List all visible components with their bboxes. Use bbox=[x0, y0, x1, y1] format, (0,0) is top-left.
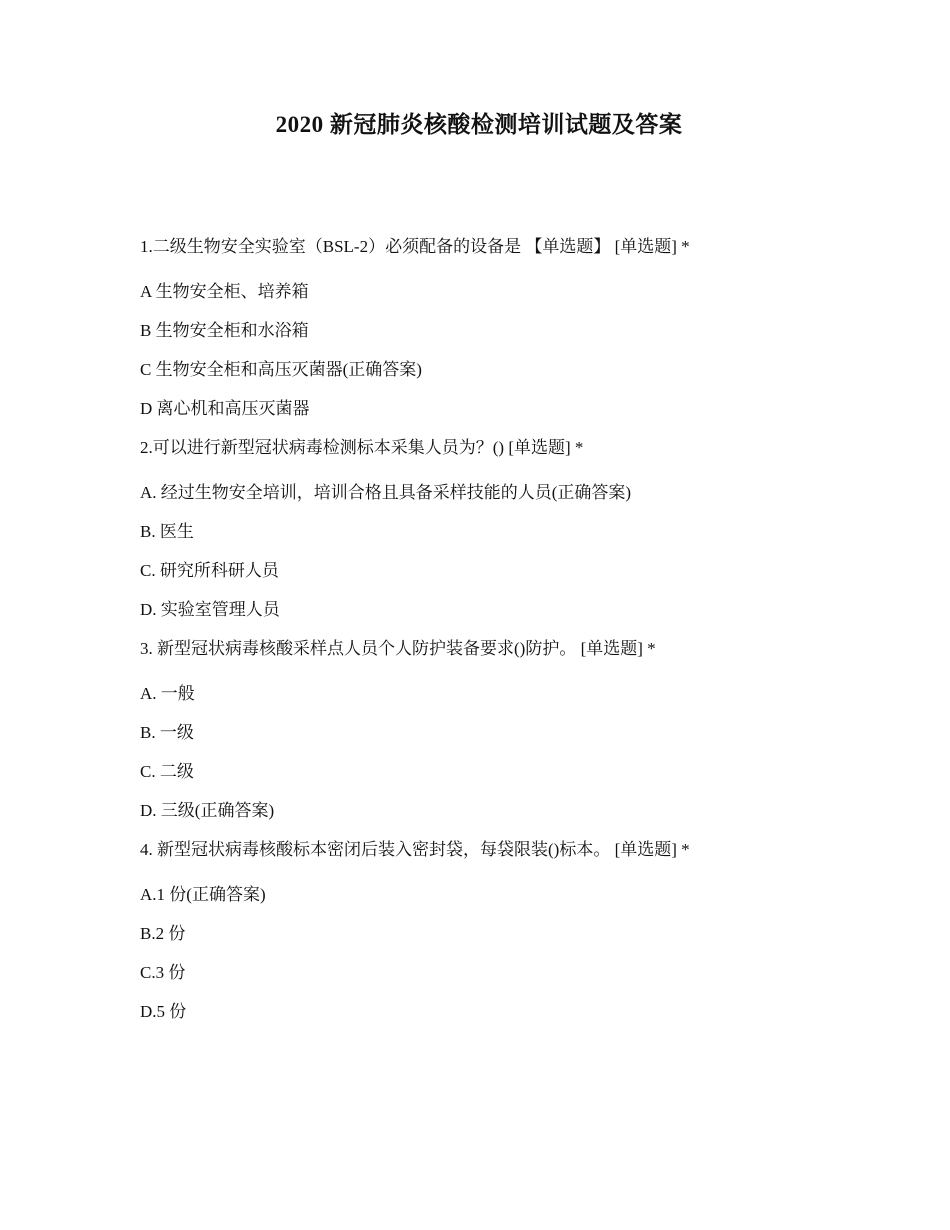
question-list bbox=[140, 236, 900, 1040]
option-a: A. 经过生物安全培训，培训合格且具备采样技能的人员(正确答案) bbox=[140, 483, 632, 502]
option-a: A.1 份(正确答案) bbox=[140, 885, 266, 904]
option-c: C. 二级 bbox=[140, 762, 194, 781]
option-b: B. 医生 bbox=[140, 522, 194, 541]
option-b: B. 一级 bbox=[140, 723, 194, 742]
question-text: 3. 新型冠状病毒核酸采样点人员个人防护装备要求()防护。 [单选题] * bbox=[140, 639, 656, 658]
option-b: B.2 份 bbox=[140, 924, 186, 943]
question-4 bbox=[140, 839, 900, 1023]
question-text: 4. 新型冠状病毒核酸标本密闭后装入密封袋，每袋限装()标本。 [单选题] * bbox=[140, 840, 690, 859]
option-d: D. 实验室管理人员 bbox=[140, 600, 280, 619]
question-1 bbox=[140, 236, 900, 420]
option-a: A. 一般 bbox=[140, 684, 195, 703]
question-2 bbox=[140, 437, 900, 621]
option-a: A 生物安全柜、培养箱 bbox=[140, 282, 309, 301]
option-d: D 离心机和高压灭菌器 bbox=[140, 399, 310, 418]
option-b: B 生物安全柜和水浴箱 bbox=[140, 321, 309, 340]
question-text: 1.二级生物安全实验室（BSL-2）必须配备的设备是 【单选题】 [单选题] * bbox=[140, 237, 690, 256]
document-title: 2020 新冠肺炎核酸检测培训试题及答案 bbox=[275, 112, 683, 137]
question-3 bbox=[140, 638, 900, 822]
question-text: 2.可以进行新型冠状病毒检测标本采集人员为？() [单选题] * bbox=[140, 438, 584, 457]
option-c: C. 研究所科研人员 bbox=[140, 561, 279, 580]
option-c: C.3 份 bbox=[140, 963, 186, 982]
option-d: D. 三级(正确答案) bbox=[140, 801, 275, 820]
option-c: C 生物安全柜和高压灭菌器(正确答案) bbox=[140, 360, 422, 379]
option-d: D.5 份 bbox=[140, 1002, 187, 1021]
